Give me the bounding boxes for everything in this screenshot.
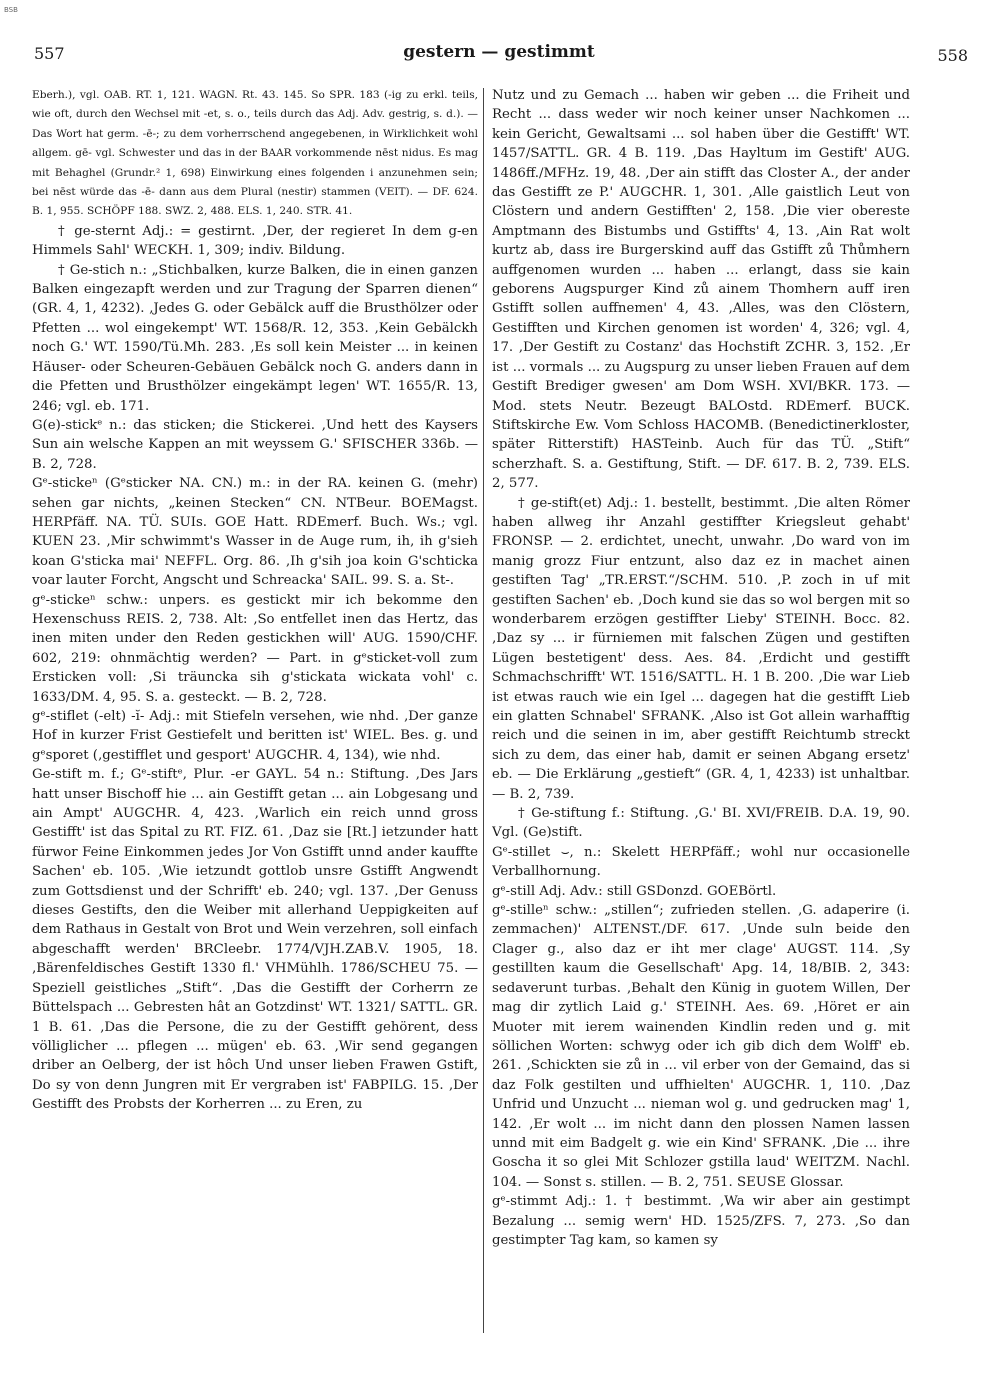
right-column <box>492 86 910 1366</box>
left-column <box>32 86 478 1366</box>
entry-gesticken-verb: gᵉ-stickeⁿ schw.: unpers. es gestickt mir ich bekomme den Hexenschuss REIS. 2, 738. Alt: ‚So entfellet inen das Hertz, das inen miten under den Reden gestickhen will' AUG. 1590/CHF. 602, 219: ohnmächtig werden? — Part. in gᵉsticket-voll zum Ersticken voll: ‚Si träuncka sih g'stickata wickata vohl' c. 1633/DM. 4, 95. S. a. gesteckt. — B. 2, 728. <box>32 592 478 705</box>
entry-gestiftet: † ge-stift(et) Adj.: 1. bestellt, bestimmt. ‚Die alten Römer haben allweg ihr Anzahl gestiffter Kriegsleut gehabt' FRONSP. — 2. erdichtet, unecht, unwahr. ‚Do ward von im manig grozz Fiur entzunt, also daz ez in machet ainen gestiften Tag' „TR.ERST.“/SCHM. 510. ‚P. zoch in uf mit gestiften Sachen' eb. ‚Doch kund sie das so wol bergen mit so wonderbarem erzögen gestiffter Lieby' STEINH. Bocc. 82. ‚Daz sy ... ir fürniemen mit falschen Zügen und gestiften Lügen bestetigent' dess. Aes. 84. ‚Erdicht und gestifft Schmachschrifft' WT. 1516/SATTL. H. 1 B. 200. ‚Die war Lieb ist etwas rauch wie ein Igel ... dagegen hat die gestifft Lieb ein glatten Schnabel' SFRANK. ‚Also ist Got allein warhafftig reich und die seinen in im, aber gestifft Reichtumb streckt sich zu dem, das einer hab, damit er seinen Abgang ersetz' eb. — Die Erklärung „gestieft“ (GR. 4, 1, 4233) ist unhaltbar. — B. 2, 739. <box>492 495 910 802</box>
entry-gesticke: G(e)-stickᵉ n.: das sticken; die Stickerei. ‚Und hett des Kaysers Sun ain welsche Kappen an mit weyssem G.' SFISCHER 336b. — B. 2, 728. <box>32 417 478 472</box>
entry-gestift: Ge-stift m. f.; Gᵉ-stiftᵉ, Plur. -er GAYL. 54 n.: Stiftung. ‚Des Jars hatt unser Bischoff hie ... ain Gestifft getan ... ain Lobgesang und ain Ampt' AUGCHR. 4, 423. ‚Warlich ein reich unnd gross Gestifft' ist das Spital zu RT. FIZ. 61. ‚Daz sie [Rt.] ietzunder hatt fürwor Feine Einkommen jedes Jor Von Gstifft unnd ander kauffte Sachen' eb. 105. ‚Wie ietzundt gottlob unsre Gstifft Angwendt zum Gottsdienst und der Schrifft' eb. 240; vgl. 137. ‚Der Genuss dieses Gestifts, den die Weiber mit allerhand Ueppigkeiten auf dem Rathaus in Gestalt von Brot und Wein verzehren, soll einfach abgeschafft werden' BRCleebr. 1774/VJH.ZAB.V. 1905, 18. ‚Bärenfeldisches Gestift 1330 fl.' VHMühlh. 1786/SCHEU 75. — Speziell geistliches „Stift“. ‚Das die Gestifft der Corherrn ze Büttelspach ... Gebresten hât an Gotzdinst' WT. 1321/ SATTL. GR. 1 B. 61. ‚Das die Persone, die zu der Gestifft gehörent, dess völliglicher ... pflegen ... mügen' eb. 63. ‚Wir send gegangen driber an Oelberg, der ist hôch Und unser lieben Frawen Gstift, Do sy von denn Jungren mit Er vergraben ist' FABPILG. 15. ‚Der Gestifft des Probsts der Korherren ... zu Eren, zu <box>32 767 478 1113</box>
entry-gestillet: Gᵉ-stillet ⌣, n.: Skelett HERPfäff.; wohl nur occasionelle Verballhornung. <box>492 844 910 880</box>
entry-gesticken-noun: Gᵉ-stickeⁿ (Gᵉsticker NA. CN.) m.: in der RA. keinen G. (mehr) sehen gar nichts, „keinen Stecken“ CN. NTBeur. BOEMagst. HERPfäff. NA. TÜ. SUIs. GOE Hatt. RDEmerf. Buch. Ws.; vgl. KUEN 23. ‚Mir schwimmt's Wasser in de Auge rum, ih, ih g'sieh koan G'sticka mai' NEFFL. Org. 86. ‚Ih g'sih joa koin G'schticka voar lauter Forcht, Angscht und Schreacka' SAIL. 99. S. a. St-. <box>32 476 478 589</box>
entry-gestimmt: gᵉ-stimmt Adj.: 1. † bestimmt. ‚Wa wir aber ain gestimpt Bezalung ... semig wern' HD. 1525/ZFS. 7, 273. ‚So dan gestimpter Tag kam, so kamen sy <box>492 1194 910 1248</box>
entry-gestift-continuation: Nutz und zu Gemach ... haben wir geben ... die Friheit und Recht ... dass weder wir noch keiner unser Nachkomen ... kein Gericht, Gewaltsami ... sol haben über die Gestifft' WT. 1457/SATTL. GR. 4 B. 119. ‚Das Hayltum im Gestift' AUG. 1486ff./MFHz. 19, 48. ‚Der ain stifft das Closter A., der ander das Gestifft ze P.' AUGCHR. 1, 301. ‚Alle gaistlich Leut von Clöstern und andern Gestifften' 2, 158. ‚Die vier obereste Amptmann des Bistumbs und Gstiffts' 4, 13. ‚Ain Rat wolt kurtz ab, dass ire Burgerskind auff das Gstifft zů Thůmhern auffgenomen wurden ... haben ... erlangt, dass sie kain geborens Augspurger Kind zů ainem Thomhern auff iren Gstifft sollen auffnemen' 4, 43. ‚Alles, was den Clöstern, Gestifften und Kirchen genomen ist worden' 4, 326; vgl. 4, 17. ‚Der Gestift zu Costanz' das Hochstift ZCHR. 3, 152. ‚Er ist ... vormals ... zu Augspurg zu unser lieben Frauen auf dem Gestift Brediger gwesen' am Dom WSH. XVI/BKR. 173. — Mod. stets Neutr. Bezeugt BALOstd. RDEmerf. BUCK. Stiftskirche Ew. Vom Schloss HACOMB. (Benedictinerkloster, später Ritterstift) HASTeinb. Auch für das TÜ. „Stift“ scherzhaft. S. a. Gestiftung, Stift. — DF. 617. B. 2, 739. ELS. 2, 577. <box>492 88 910 492</box>
entry-gestich: † Ge-stich n.: „Stichbalken, kurze Balken, die in einen ganzen Balken eingezapft werden und zur Tragung der Sparren dienen“ (GR. 4, 1, 4232). ‚Jedes G. oder Gebälck auff die Brusthölzer oder Pfetten ... wol eingekempt' WT. 1568/R. 12, 353. ‚Kein Gebälckh noch G.' WT. 1590/Tü.Mh. 283. ‚Es soll kein Meister ... in keinen Häuser- oder Scheuren-Gebäuen Gebälck noch G. anders dann in die Pfetten und Brusthölzer eingekämpt legen' WT. 1655/R. 13, 246; vgl. eb. 171. <box>32 262 478 414</box>
running-title: gestern — gestimmt <box>403 42 595 62</box>
column-divider <box>483 88 484 1333</box>
entry-gestiflet: gᵉ-stiflet (-elt) -ĭ- Adj.: mit Stiefeln versehen, wie nhd. ‚Der ganze Hof in kurzer Frist Gestiefelt und beritten ist' WIEL. Bes. g. und gᵉsporet (‚gestifflet und gesport' AUGCHR. 4, 134), wie nhd. <box>32 709 478 763</box>
page-number-right: 558 <box>937 46 968 65</box>
page-number-left: 557 <box>34 44 65 63</box>
entry-gestiftung: † Ge-stiftung f.: Stiftung. ‚G.' BI. XVI/FREIB. D.A. 19, 90. Vgl. (Ge)stift. <box>492 806 910 841</box>
entry-gestern-continuation: Eberh.), vgl. OAB. RT. 1, 121. WAGN. Rt. 43. 145. So SPR. 183 (-ig zu erkl. teils, wie oft, durch den Wechsel mit -et, s. o., teils durch das Adj. Adv. gestrig, s. d.). — Das Wort hat germ. -ē-; zu dem vorherrschend angegebenen, in Wirklichkeit wohl allgem. gē- vgl. Schwester und das in der BAAR vorkommende nēst nidus. Es mag mit Behaghel (Grundr.² 1, 698) Einwirkung eines folgenden i anzunehmen sein; bei nēst würde das -ē- dann aus dem Plural (nestir) stammen (VEIT). — DF. 624. B. 1, 955. SCHÖPF 188. SWZ. 2, 488. ELS. 1, 240. STR. 41. <box>32 89 478 218</box>
page-header <box>30 38 968 68</box>
entry-gesternt: † ge-sternt Adj.: = gestirnt. ‚Der, der regieret In dem g-en Himmels Sahl' WECKH. 1, 309; indiv. Bildung. <box>32 223 478 259</box>
entry-gestill: gᵉ-still Adj. Adv.: still GSDonzd. GOEBörtl. <box>492 883 777 899</box>
corner-mark: BSB <box>4 6 18 14</box>
entry-gestillen: gᵉ-stilleⁿ schw.: „stillen“; zufrieden stellen. ‚G. adaperire (i. zemmachen)' ALTENST./DF. 617. ‚Unde suln beide den Clager g., also daz er iht mer clage' AUGST. 114. ‚Sy gestillten kaum die Gesellschaft' Apg. 14, 18/BIB. 2, 343: sedaverunt turbas. ‚Behalt den Künig in guotem Willen, Der mag dir zytlich Laid g.' STEINH. Aes. 69. ‚Höret er ain Muoter mit ierem wainenden Kindlin reden und g. mit söllichen Worten: schwyg oder ich gib dich dem Wolff' eb. 261. ‚Schickten sie zů in ... vil erber von der Gemaind, das si daz Folk gestilten und uffhielten' AUGCHR. 1, 110. ‚Daz Unfrid und Unzucht ... nieman wol g. und gedrucken mag' 1, 142. ‚Er wolt ... im nicht dann den plossen Namen lassen unnd mit eim Badgelt g. wie ein Kind' SFRANK. ‚Die ... ihre Goscha it so glei Mit Schlozer gstilla laud' WEITZM. Nachl. 104. — Sonst s. stillen. — B. 2, 751. SEUSE Glossar. <box>492 903 910 1190</box>
